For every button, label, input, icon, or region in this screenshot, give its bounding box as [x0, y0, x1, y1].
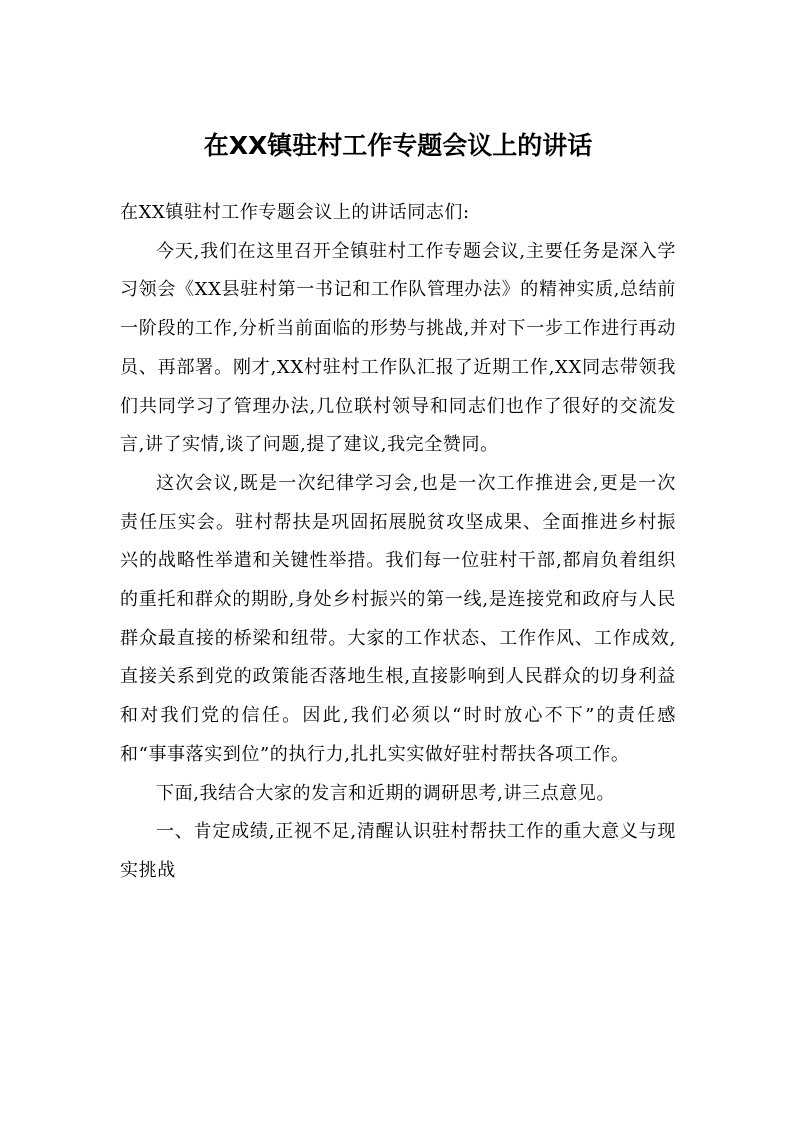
body-paragraph-2: 这次会议,既是一次纪律学习会,也是一次工作推进会,更是一次责任压实会。驻村帮扶是巩固拓展脱贫攻坚成果、全面推进乡村振兴的战略性举遣和关键性举措。我们每一位驻村干部,都肩负着组织的重托和群众的期盼,身处乡村振兴的第一线,是连接党和政府与人民群众最直接的桥梁和纽带。大家的工作状态、工作作风、工作成效,直接关系到党的政策能否落地生根,直接影响到人民群众的切身利益和对我们党的信任。因此,我们必须以“时时放心不下”的责任感和“事事落实到位”的执行力,扎扎实实做好驻村帮扶各项工作。 — [120, 472, 676, 765]
salutation-paragraph: 在XX镇驻村工作专题会议上的讲话同志们: — [120, 202, 470, 223]
body-paragraph-1: 今天,我们在这里召开全镇驻村工作专题会议,主要任务是深入学习领会《XX县驻村第一书记和工作队管理办法》的精神实质,总结前一阶段的工作,分析当前面临的形势与挑战,并对下一步工作进行再动员、再部署。刚才,XX村驻村工作队汇报了近期工作,XX同志带领我们共同学习了管理办法,几位联村领导和同志们也作了很好的交流发言,讲了实情,谈了问题,提了建议,我完全赞同。 — [120, 240, 676, 456]
document-title: 在XX镇驻村工作专题会议上的讲话 — [203, 131, 593, 160]
body-paragraph-3: 下面,我结合大家的发言和近期的调研思考,讲三点意见。 — [156, 782, 616, 804]
section-heading-1: 一、肯定成绩,正视不足,清醒认识驻村帮扶工作的重大意义与现实挑战 — [120, 821, 676, 881]
document-body — [120, 194, 676, 891]
